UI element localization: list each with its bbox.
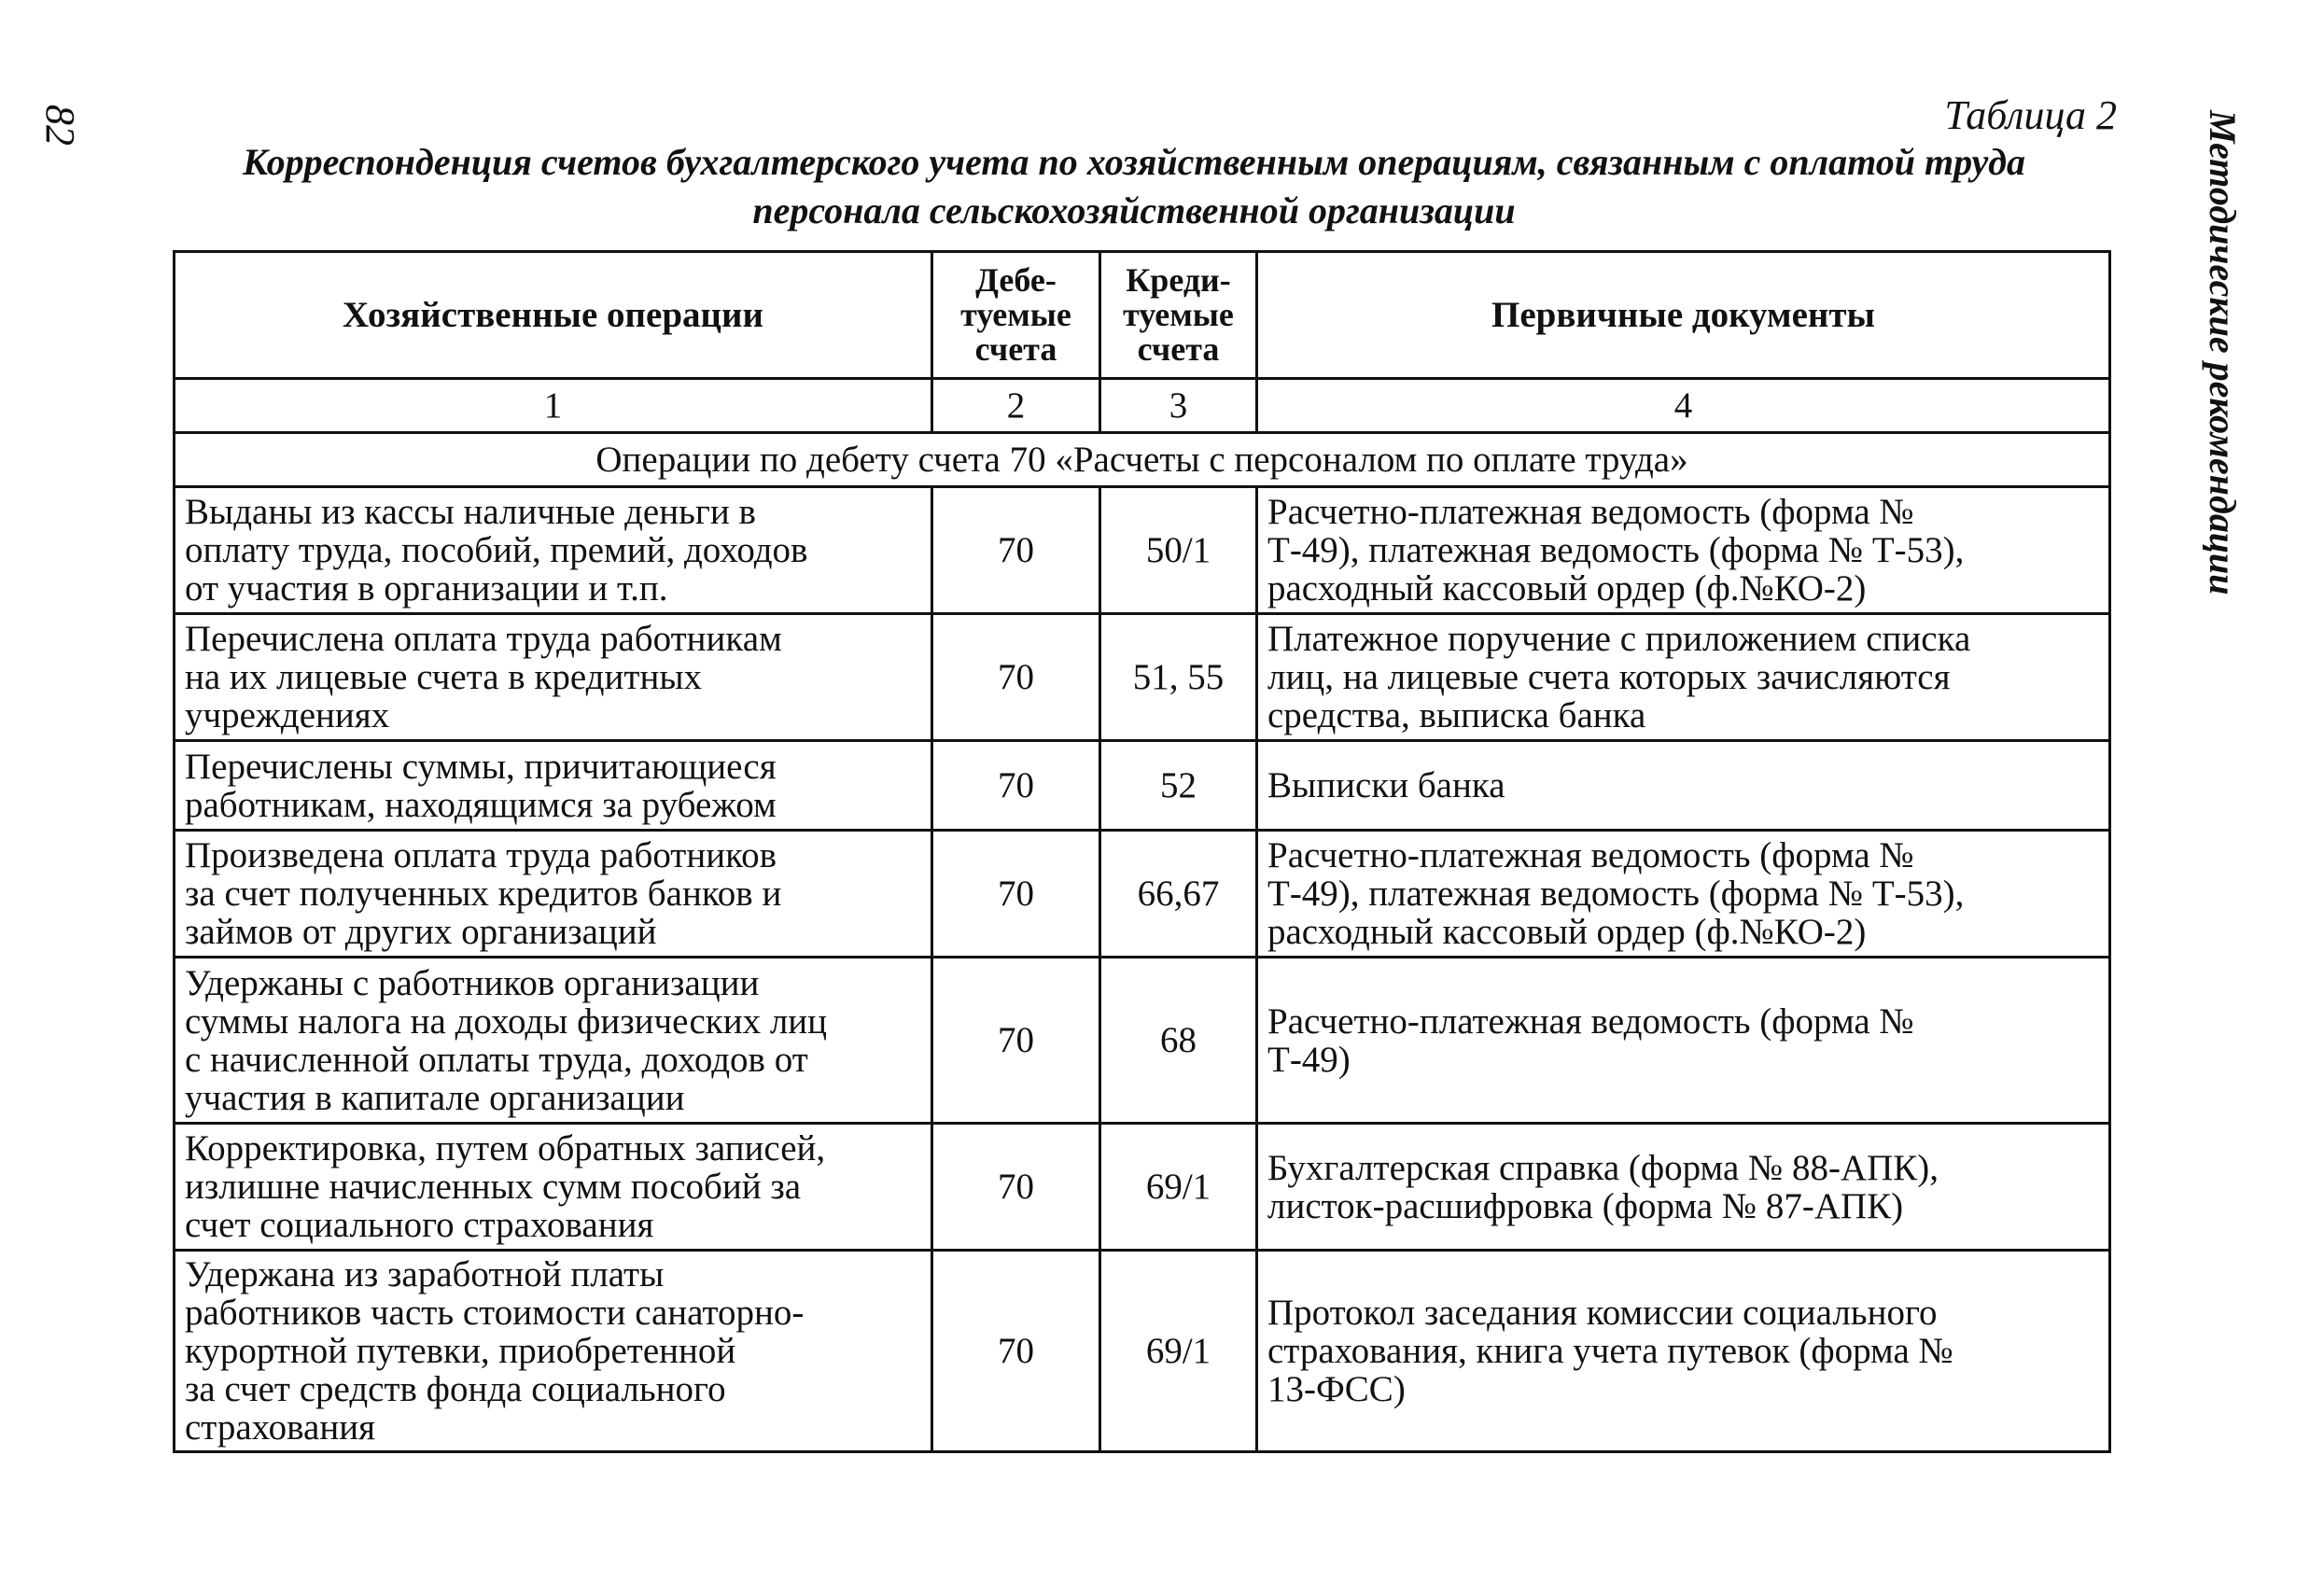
section-title: Операции по дебету счета 70 «Расчеты с персоналом по оплате труда» xyxy=(175,433,2110,487)
operation-line: Удержаны с работников организации xyxy=(185,962,760,1003)
operation-line: Удержана из заработной платы xyxy=(185,1254,665,1294)
operation-line: Выданы из кассы наличные деньги в xyxy=(185,492,756,532)
operation-line: работникам, находящимся за рубежом xyxy=(185,784,777,825)
operation-line: Корректировка, путем обратных записей, xyxy=(185,1128,826,1168)
caption-line-2: персонала сельскохозяйственной организации xyxy=(752,189,1516,231)
operation-line: счет социального страхования xyxy=(185,1205,654,1245)
operation-cell xyxy=(175,614,932,741)
operation-line: Произведена оплата труда работников xyxy=(185,835,777,875)
operation-line: работников часть стоимости санаторно- xyxy=(185,1293,805,1333)
operation-line: страхования xyxy=(185,1407,376,1448)
header-debit xyxy=(932,252,1100,379)
document-line: Т-49), платежная ведомость (форма № Т-53), xyxy=(1267,874,1965,914)
debit-cell: 70 xyxy=(932,831,1100,958)
debit-cell: 70 xyxy=(932,1251,1100,1452)
table-row xyxy=(175,1251,2110,1452)
document-line: лиц, на лицевые счета которых зачисляются xyxy=(1267,657,1951,697)
header-debit-line: туемые xyxy=(960,296,1071,333)
document-cell xyxy=(1257,1251,2110,1452)
document-line: Бухгалтерская справка (форма № 88-АПК), xyxy=(1267,1147,1939,1188)
document-line: расходный кассовый ордер (ф.№КО-2) xyxy=(1267,568,1867,609)
operation-line: Перечислена оплата труда работникам xyxy=(185,619,782,659)
document-line: Расчетно-платежная ведомость (форма № xyxy=(1267,835,1914,875)
document-cell xyxy=(1257,1124,2110,1251)
operation-cell xyxy=(175,487,932,614)
document-line: страхования, книга учета путевок (форма № xyxy=(1267,1331,1953,1371)
header-documents: Первичные документы xyxy=(1257,252,2110,379)
table-row xyxy=(175,741,2110,831)
operation-line: оплату труда, пособий, премий, доходов xyxy=(185,530,808,570)
credit-cell: 68 xyxy=(1100,958,1257,1124)
credit-cell: 69/1 xyxy=(1100,1124,1257,1251)
document-line: листок-расшифровка (форма № 87-АПК) xyxy=(1267,1185,1904,1226)
credit-cell: 66,67 xyxy=(1100,831,1257,958)
header-credit xyxy=(1100,252,1257,379)
table-label: Таблица 2 xyxy=(1944,92,2117,138)
column-number-row xyxy=(175,379,2110,433)
table-caption xyxy=(215,138,2053,235)
document-line: Платежное поручение с приложением списка xyxy=(1267,619,1971,659)
operation-line: участия в капитале организации xyxy=(185,1077,685,1118)
operation-line: за счет средств фонда социального xyxy=(185,1369,726,1409)
operation-line: Перечислены суммы, причитающиеся xyxy=(185,746,777,787)
header-operations: Хозяйственные операции xyxy=(175,252,932,379)
header-credit-line: Креди- xyxy=(1126,261,1231,299)
debit-cell: 70 xyxy=(932,1124,1100,1251)
operation-line: излишне начисленных сумм пособий за xyxy=(185,1167,802,1207)
running-title: Методические рекомендации xyxy=(2202,110,2244,595)
page-number: 82 xyxy=(37,105,83,146)
document-cell xyxy=(1257,487,2110,614)
column-number: 1 xyxy=(175,379,932,433)
table-row xyxy=(175,487,2110,614)
debit-cell: 70 xyxy=(932,958,1100,1124)
table-row xyxy=(175,958,2110,1124)
operation-line: курортной путевки, приобретенной xyxy=(185,1331,736,1371)
column-number: 2 xyxy=(932,379,1100,433)
document-line: Расчетно-платежная ведомость (форма № xyxy=(1267,1000,1914,1042)
operation-line: за счет полученных кредитов банков и xyxy=(185,874,782,914)
table-row xyxy=(175,831,2110,958)
debit-cell: 70 xyxy=(932,614,1100,741)
debit-cell: 70 xyxy=(932,741,1100,831)
document-line: расходный кассовый ордер (ф.№КО-2) xyxy=(1267,912,1867,952)
operation-cell xyxy=(175,1124,932,1251)
document-line: Выписки банка xyxy=(1267,765,1505,805)
table-row xyxy=(175,614,2110,741)
debit-cell: 70 xyxy=(932,487,1100,614)
document-line: Расчетно-платежная ведомость (форма № xyxy=(1267,492,1914,532)
caption-line-1: Корреспонденция счетов бухгалтерского учета по хозяйственным операциям, связанным с оплатой труда xyxy=(242,141,2026,183)
credit-cell: 51, 55 xyxy=(1100,614,1257,741)
document-line: 13-ФСС) xyxy=(1267,1369,1406,1409)
operation-line: займов от других организаций xyxy=(185,912,657,952)
column-number: 3 xyxy=(1100,379,1257,433)
operation-cell xyxy=(175,1251,932,1452)
document-cell xyxy=(1257,831,2110,958)
document-line: средства, выписка банка xyxy=(1267,695,1646,735)
table-row xyxy=(175,1124,2110,1251)
header-row xyxy=(175,252,2110,379)
document-line: Т-49) xyxy=(1267,1039,1351,1080)
accounting-table xyxy=(173,250,2111,1453)
operation-cell xyxy=(175,741,932,831)
credit-cell: 52 xyxy=(1100,741,1257,831)
operation-line: от участия в организации и т.п. xyxy=(185,568,668,609)
section-row xyxy=(175,433,2110,487)
operation-cell xyxy=(175,958,932,1124)
document-cell xyxy=(1257,741,2110,831)
operation-line: учреждениях xyxy=(185,695,390,735)
column-number: 4 xyxy=(1257,379,2110,433)
document-cell xyxy=(1257,958,2110,1124)
operation-line: на их лицевые счета в кредитных xyxy=(185,657,703,697)
document-cell xyxy=(1257,614,2110,741)
document-line: Протокол заседания комиссии социального xyxy=(1267,1293,1938,1333)
header-credit-line: туемые xyxy=(1123,296,1234,333)
operation-line: суммы налога на доходы физических лиц xyxy=(185,1000,828,1042)
document-line: Т-49), платежная ведомость (форма № Т-53), xyxy=(1267,530,1965,570)
header-credit-line: счета xyxy=(1137,330,1220,368)
operation-line: с начисленной оплаты труда, доходов от xyxy=(185,1039,808,1080)
credit-cell: 69/1 xyxy=(1100,1251,1257,1452)
header-debit-line: Дебе- xyxy=(975,261,1057,299)
credit-cell: 50/1 xyxy=(1100,487,1257,614)
operation-cell xyxy=(175,831,932,958)
header-debit-line: счета xyxy=(974,330,1057,368)
